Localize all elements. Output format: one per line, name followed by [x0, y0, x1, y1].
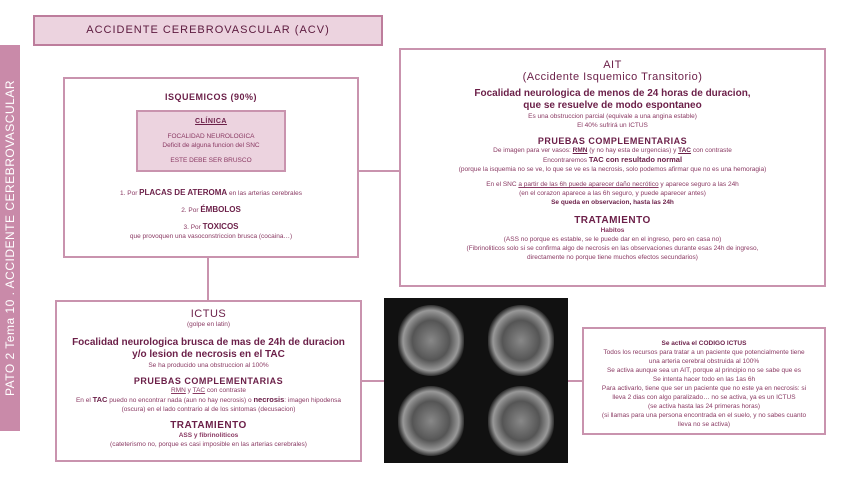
- ait-pruebas-heading: PRUEBAS COMPLEMENTARIAS: [537, 136, 688, 146]
- ait-pruebas-line: De imagen para ver vasos: RMN (y no hay esta de urgencias) y TAC con contraste: [493, 147, 732, 154]
- connector: [568, 380, 582, 382]
- isquemicos-box: [63, 77, 359, 258]
- ictus-definition: y/o lesion de necrosis en el TAC: [132, 349, 285, 360]
- ait-tratamiento-line: (ASS no porque es estable, se le puede dar en el ingreso, pero en casa no): [503, 236, 722, 243]
- ictus-box: [55, 300, 362, 462]
- ait-pruebas-line: En el SNC a partir de las 6h puede aparecer daño necrótico y aparece seguro a las 24h: [486, 181, 739, 188]
- ictus-heading: ICTUS: [190, 308, 227, 320]
- cause-3: 3. Por TOXICOS que provoquen una vasoconstriccion brusca (cocaina…): [129, 222, 293, 240]
- codigo-heading: Se activa el CODIGO ICTUS: [661, 340, 747, 347]
- connector: [362, 380, 384, 382]
- codigo-line: (se activa hasta las 24 primeras horas): [648, 403, 760, 410]
- ait-pruebas-line: (en el corazon aparece a las 6h seguro, y puede aparecer antes): [519, 190, 706, 197]
- codigo-ictus-box: [582, 327, 826, 435]
- ictus-note: Se ha producido una obstruccion al 100%: [148, 362, 269, 369]
- page-title: ACCIDENTE CEREBROVASCULAR (ACV): [33, 15, 383, 46]
- ait-tratamiento-line: Habitos: [600, 227, 625, 234]
- isquemicos-heading: ISQUEMICOS (90%): [164, 92, 257, 102]
- ait-pruebas-line: Encontraremos TAC con resultado normal: [542, 155, 683, 164]
- ictus-tratamiento-line: ASS y fibrinoliticos: [178, 432, 239, 439]
- sidebar-label: [0, 45, 20, 431]
- ictus-sub: (golpe en latin): [187, 321, 230, 328]
- cause-2: 2. Por ÉMBOLOS: [181, 205, 241, 214]
- codigo-line: lleva no se activa): [677, 421, 731, 428]
- clinica-line: Deficit de alguna funcion del SNC: [162, 142, 260, 149]
- ictus-definition: Focalidad neurologica brusca de mas de 24h de duracion: [72, 337, 345, 348]
- ictus-pruebas-line: RMN y TAC con contraste: [171, 387, 246, 394]
- sidebar-text: PATO 2 Tema 10 . ACCIDENTE CEREBROVASCULAR: [3, 80, 17, 396]
- ictus-pruebas-line: En el TAC puedo no encontrar nada (aun no hay necrosis) o necrosis: imagen hipodensa: [75, 395, 342, 404]
- codigo-line: (si llamas para una persona encontrada en el suelo, y no sabes cuanto: [601, 412, 807, 419]
- ait-note: El 40% sufrirá un ICTUS: [577, 122, 648, 129]
- codigo-line: Se activa aunque sea un AIT, porque al principio no se sabe que es: [606, 367, 802, 374]
- ait-box: [399, 48, 826, 287]
- ictus-tratamiento-line: (cateterismo no, porque es casi imposible en las arterias cerebrales): [110, 441, 307, 448]
- ait-definition: que se resuelve de modo espontaneo: [523, 100, 702, 111]
- ait-tratamiento-heading: TRATAMIENTO: [574, 215, 651, 226]
- ait-tratamiento-line: (Fibrinoliticos solo si se confirma algo de necrosis en las observaciones durante esas 24h de ingreso,: [466, 245, 759, 252]
- codigo-line: Se intenta hacer todo en las 1as 6h: [652, 376, 756, 383]
- ait-note: Es una obstruccion parcial (equivale a una angina estable): [528, 113, 697, 120]
- ait-pruebas-line: (porque la isquemia no se ve, lo que se ve es la necrosis, solo podemos afirmar que no es una hemoragia): [458, 166, 767, 173]
- ictus-pruebas-line: (oscura) en el lado contrario al de los sintomas (decusacion): [121, 406, 296, 413]
- connector: [207, 258, 209, 300]
- clinica-line: ESTE DEBE SER BRUSCO: [170, 157, 252, 164]
- clinica-line: FOCALIDAD NEUROLOGICA: [167, 133, 255, 140]
- clinica-heading: CLÍNICA: [195, 118, 227, 125]
- cause-1: 1. Por PLACAS DE ATEROMA en las arterias cerebrales: [120, 188, 302, 197]
- codigo-line: una arteria cerebral obstruida al 100%: [648, 358, 760, 365]
- ait-pruebas-line: Se queda en observacion, hasta las 24h: [551, 199, 674, 206]
- ait-definition: Focalidad neurologica de menos de 24 horas de duracion,: [474, 88, 751, 99]
- ait-tratamiento-line: directamente no porque tiene muchos efectos secundarios): [527, 254, 698, 261]
- codigo-line: lleva 2 dias con algo paralizado… no se activa, ya es un ICTUS: [612, 394, 796, 401]
- ictus-tratamiento-heading: TRATAMIENTO: [170, 420, 247, 431]
- brain-ct-scan-image: [384, 298, 568, 463]
- codigo-line: Todos los recursos para tratar a un paciente que potencialmente tiene: [603, 349, 805, 356]
- connector: [359, 170, 399, 172]
- codigo-line: Para activarlo, tiene que ser un paciente que no este ya en necrosis: si: [601, 385, 807, 392]
- ictus-pruebas-heading: PRUEBAS COMPLEMENTARIAS: [133, 376, 284, 386]
- ait-heading: AIT: [603, 59, 622, 71]
- clinica-box: [136, 110, 286, 172]
- ait-subheading: (Accidente Isquemico Transitorio): [522, 71, 703, 83]
